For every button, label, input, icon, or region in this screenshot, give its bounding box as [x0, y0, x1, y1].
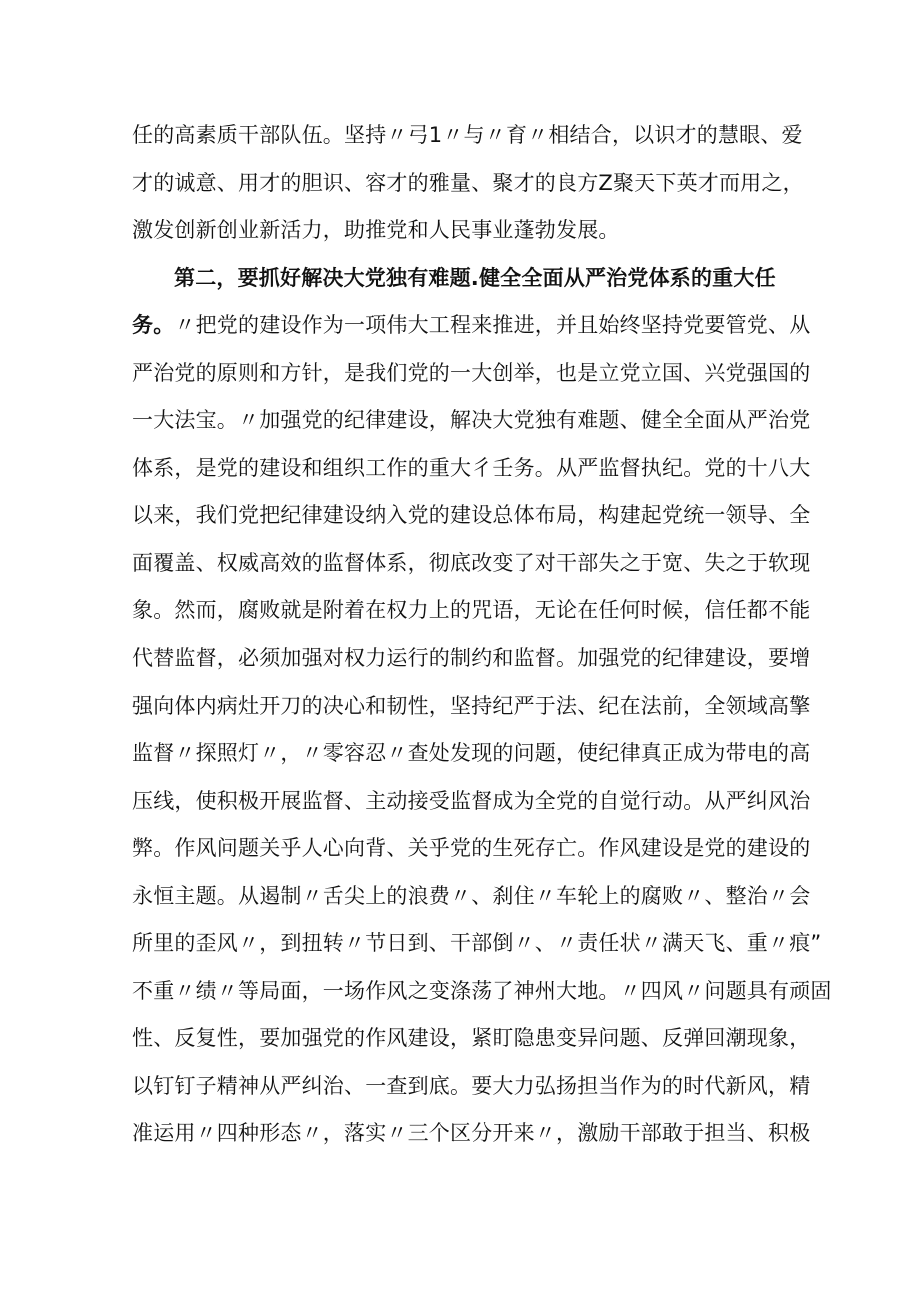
- text-line: 以钉钉子精神从严纠治、一查到底。要大力弘扬担当作为的时代新风，精: [132, 1073, 811, 1098]
- text-line: 一大法宝。〃加强党的纪律建设，解决大党独有难题、健全全面从严治党: [132, 408, 811, 433]
- text-line: [132, 302, 811, 350]
- text-line: 准运用〃四种形态〃，落实〃三个区分开来〃，激励干部敢于担当、积极: [132, 1121, 811, 1146]
- text-line: 监督〃探照灯〃，〃零容忍〃查处发现的问题，使纪律真正成为带电的高: [132, 741, 811, 766]
- text-line: 永恒主题。从遏制〃舌尖上的浪费〃、刹住〃车轮上的腐败〃、整治〃会: [132, 883, 811, 908]
- text-line-start: 〃把党的建设作为一项伟大工程来推进，并且始终坚持党要管党、从: [174, 313, 811, 338]
- text-line: 弊。作风问题关乎人心向背、关乎党的生死存亡。作风建设是党的建设的: [132, 836, 811, 861]
- text-line: 体系，是党的建设和组织工作的重大彳壬务。从严监督执纪。党的十八大: [132, 455, 811, 480]
- text-line: 象。然而，腐败就是附着在权力上的咒语，无论在任何时候，信任都不能: [132, 598, 811, 623]
- text-line: 激发创新创业新活力，助推党和人民事业蓬勃发展。: [132, 218, 620, 243]
- text-line: 不重〃绩〃等局面，一场作风之变涤荡了神州大地。〃四风〃问题具有顽固: [132, 978, 832, 1003]
- text-line: 面覆盖、权威高效的监督体系，彻底改变了对干部失之于宽、失之于软现: [132, 550, 811, 575]
- text-line: 以来，我们党把纪律建设纳入党的建设总体布局，构建起党统一领导、全: [132, 503, 811, 528]
- text-line: 强向体内病灶开刀的决心和韧性，坚持纪严于法、纪在法前，全领域高擎: [132, 693, 811, 718]
- text-line: 才的诚意、用才的胆识、容才的雅量、聚才的良方Z聚天下英才而用之，: [132, 170, 804, 195]
- text-line: 严治党的原则和方针，是我们党的一大创举，也是立党立国、兴党强国的: [132, 360, 811, 385]
- body-text: [132, 112, 832, 1158]
- text-line: 所里的歪风〃，到扭转〃节日到、干部倒〃、〃责任状〃满天飞、重〃痕”: [132, 931, 822, 956]
- text-line: 性、反复性，要加强党的作风建设，紧盯隐患变异问题、反弹回潮现象，: [132, 1026, 811, 1051]
- section-heading-end: 务。: [132, 313, 175, 338]
- text-line: 压线，使积极开展监督、主动接受监督成为全党的自觉行动。从严纠风治: [132, 788, 811, 813]
- text-line: 代替监督，必须加强对权力运行的制约和监督。加强党的纪律建设，要增: [132, 646, 811, 671]
- section-heading: 第二，要抓好解决大党独有难题.健全全面从严治党体系的重大任: [174, 265, 776, 290]
- text-line: 任的高素质干部队伍。坚持〃弓1〃与〃育〃相结合，以识才的慧眼、爱: [132, 123, 803, 147]
